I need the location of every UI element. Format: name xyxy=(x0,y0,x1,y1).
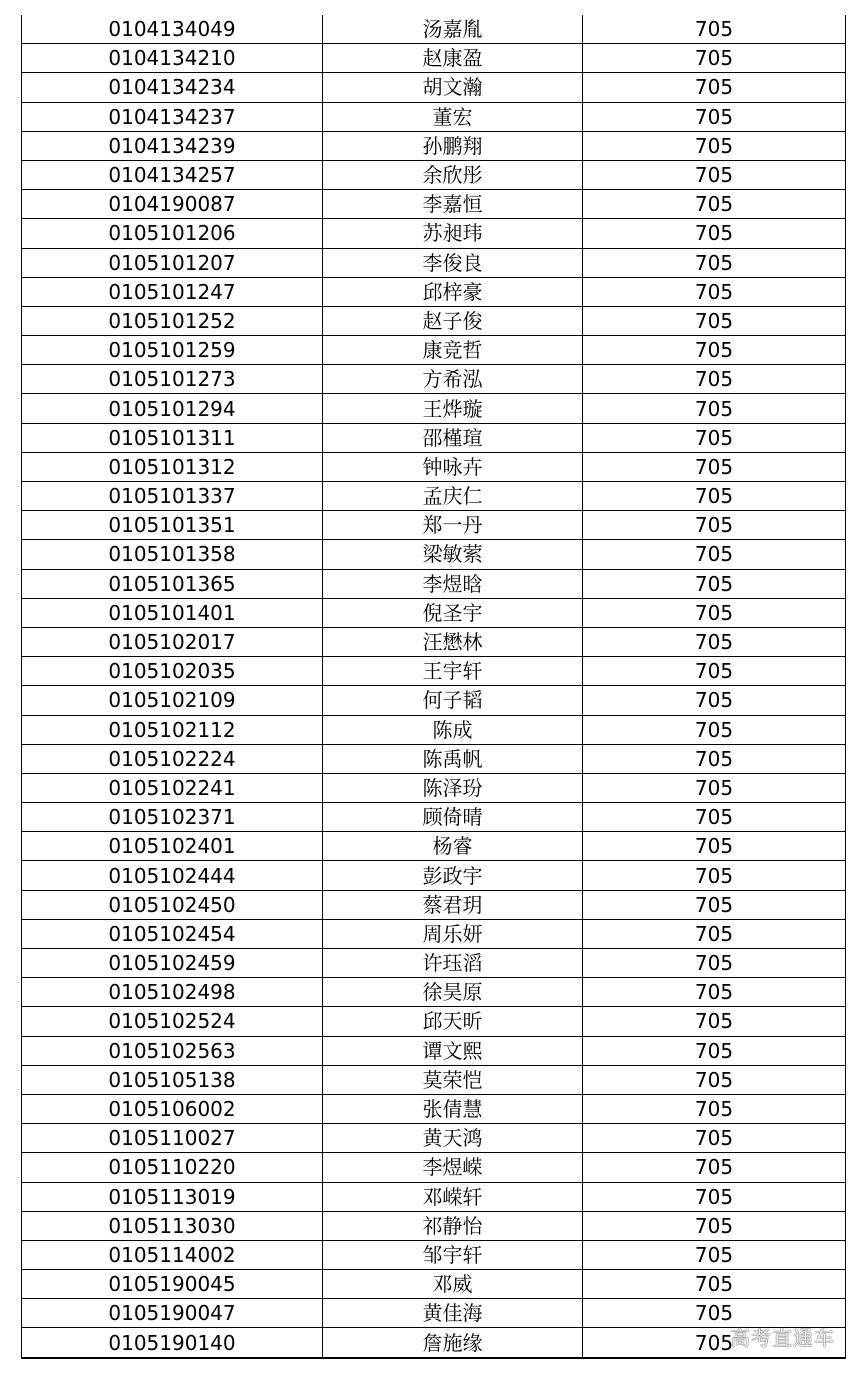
score-cell: 705 xyxy=(583,365,846,394)
score-cell: 705 xyxy=(583,949,846,978)
candidate-name-cell: 邵槿瑄 xyxy=(323,423,583,452)
table-row xyxy=(22,277,846,306)
score-cell: 705 xyxy=(583,44,846,73)
table-row xyxy=(22,1182,846,1211)
candidate-id-cell: 0105101259 xyxy=(22,336,323,365)
candidate-id-cell: 0105102017 xyxy=(22,627,323,656)
score-cell: 705 xyxy=(583,73,846,102)
candidate-name-cell: 余欣彤 xyxy=(323,160,583,189)
candidate-name-cell: 王烨璇 xyxy=(323,394,583,423)
score-table xyxy=(21,15,846,1359)
candidate-id-cell: 0105190047 xyxy=(22,1299,323,1328)
score-cell: 705 xyxy=(583,978,846,1007)
candidate-id-cell: 0105101206 xyxy=(22,219,323,248)
candidate-id-cell: 0105101273 xyxy=(22,365,323,394)
candidate-name-cell: 张倩慧 xyxy=(323,1094,583,1123)
score-cell: 705 xyxy=(583,423,846,452)
table-row xyxy=(22,803,846,832)
candidate-name-cell: 何子韬 xyxy=(323,686,583,715)
candidate-name-cell: 汤嘉胤 xyxy=(323,15,583,44)
table-row xyxy=(22,73,846,102)
score-cell: 705 xyxy=(583,482,846,511)
candidate-name-cell: 赵子俊 xyxy=(323,306,583,335)
candidate-id-cell: 0105110027 xyxy=(22,1124,323,1153)
score-cell: 705 xyxy=(583,1007,846,1036)
table-row xyxy=(22,1211,846,1240)
table-row xyxy=(22,861,846,890)
table-row xyxy=(22,160,846,189)
candidate-name-cell: 方希泓 xyxy=(323,365,583,394)
score-cell: 705 xyxy=(583,1094,846,1123)
candidate-id-cell: 0105101401 xyxy=(22,598,323,627)
score-cell: 705 xyxy=(583,890,846,919)
table-row xyxy=(22,1270,846,1299)
candidate-name-cell: 郑一丹 xyxy=(323,511,583,540)
candidate-id-cell: 0105113019 xyxy=(22,1182,323,1211)
score-cell: 705 xyxy=(583,861,846,890)
score-cell: 705 xyxy=(583,657,846,686)
candidate-name-cell: 徐昊原 xyxy=(323,978,583,1007)
candidate-id-cell: 0105113030 xyxy=(22,1211,323,1240)
table-row xyxy=(22,890,846,919)
candidate-id-cell: 0105102109 xyxy=(22,686,323,715)
candidate-id-cell: 0105101207 xyxy=(22,248,323,277)
table-row xyxy=(22,627,846,656)
candidate-name-cell: 莫荣恺 xyxy=(323,1065,583,1094)
table-body xyxy=(22,15,846,1358)
candidate-id-cell: 0105102401 xyxy=(22,832,323,861)
watermark: 高考直通车 xyxy=(730,1326,835,1350)
score-cell: 705 xyxy=(583,715,846,744)
candidate-id-cell: 0105101312 xyxy=(22,452,323,481)
score-cell: 705 xyxy=(583,277,846,306)
candidate-name-cell: 黄佳海 xyxy=(323,1299,583,1328)
candidate-id-cell: 0104190087 xyxy=(22,190,323,219)
candidate-name-cell: 周乐妍 xyxy=(323,919,583,948)
table-row xyxy=(22,306,846,335)
candidate-name-cell: 胡文瀚 xyxy=(323,73,583,102)
candidate-name-cell: 苏昶玮 xyxy=(323,219,583,248)
score-cell: 705 xyxy=(583,452,846,481)
candidate-name-cell: 孙鹏翔 xyxy=(323,131,583,160)
candidate-name-cell: 康竞哲 xyxy=(323,336,583,365)
candidate-name-cell: 赵康盈 xyxy=(323,44,583,73)
table-row xyxy=(22,657,846,686)
candidate-id-cell: 0105110220 xyxy=(22,1153,323,1182)
candidate-name-cell: 邱梓豪 xyxy=(323,277,583,306)
table-row xyxy=(22,744,846,773)
table-row xyxy=(22,1007,846,1036)
candidate-name-cell: 孟庆仁 xyxy=(323,482,583,511)
candidate-name-cell: 钟咏卉 xyxy=(323,452,583,481)
score-cell: 705 xyxy=(583,15,846,44)
candidate-name-cell: 邓嵘轩 xyxy=(323,1182,583,1211)
score-cell: 705 xyxy=(583,248,846,277)
candidate-name-cell: 彭政宇 xyxy=(323,861,583,890)
candidate-name-cell: 陈禹帆 xyxy=(323,744,583,773)
table-row xyxy=(22,102,846,131)
table-row xyxy=(22,190,846,219)
score-cell: 705 xyxy=(583,1124,846,1153)
candidate-id-cell: 0105101365 xyxy=(22,569,323,598)
score-cell: 705 xyxy=(583,744,846,773)
candidate-id-cell: 0105102371 xyxy=(22,803,323,832)
candidate-id-cell: 0104134239 xyxy=(22,131,323,160)
score-cell: 705 xyxy=(583,540,846,569)
candidate-name-cell: 陈成 xyxy=(323,715,583,744)
candidate-name-cell: 李俊良 xyxy=(323,248,583,277)
score-cell: 705 xyxy=(583,1270,846,1299)
candidate-id-cell: 0105101311 xyxy=(22,423,323,452)
table-row xyxy=(22,715,846,744)
table-row xyxy=(22,686,846,715)
candidate-id-cell: 0105102444 xyxy=(22,861,323,890)
score-cell: 705 xyxy=(583,394,846,423)
candidate-name-cell: 陈泽玢 xyxy=(323,773,583,802)
candidate-id-cell: 0105102454 xyxy=(22,919,323,948)
score-cell: 705 xyxy=(583,832,846,861)
score-cell: 705 xyxy=(583,686,846,715)
table-row xyxy=(22,482,846,511)
table-row xyxy=(22,773,846,802)
candidate-id-cell: 0104134234 xyxy=(22,73,323,102)
score-cell: 705 xyxy=(583,803,846,832)
candidate-id-cell: 0104134210 xyxy=(22,44,323,73)
score-cell: 705 xyxy=(583,219,846,248)
candidate-name-cell: 李嘉恒 xyxy=(323,190,583,219)
table-row xyxy=(22,569,846,598)
table-row xyxy=(22,919,846,948)
score-cell: 705 xyxy=(583,306,846,335)
table-row xyxy=(22,1065,846,1094)
table-row xyxy=(22,949,846,978)
score-cell: 705 xyxy=(583,160,846,189)
candidate-id-cell: 0105102524 xyxy=(22,1007,323,1036)
candidate-id-cell: 0104134257 xyxy=(22,160,323,189)
table-row xyxy=(22,832,846,861)
candidate-id-cell: 0105102450 xyxy=(22,890,323,919)
score-cell: 705 xyxy=(583,190,846,219)
table-row xyxy=(22,452,846,481)
candidate-name-cell: 李煜晗 xyxy=(323,569,583,598)
candidate-id-cell: 0105190045 xyxy=(22,1270,323,1299)
candidate-id-cell: 0105105138 xyxy=(22,1065,323,1094)
candidate-id-cell: 0105102224 xyxy=(22,744,323,773)
candidate-name-cell: 汪懋林 xyxy=(323,627,583,656)
candidate-name-cell: 邓威 xyxy=(323,1270,583,1299)
score-cell: 705 xyxy=(583,627,846,656)
table-row xyxy=(22,540,846,569)
table-row xyxy=(22,44,846,73)
candidate-id-cell: 0105102035 xyxy=(22,657,323,686)
score-cell: 705 xyxy=(583,1182,846,1211)
table-row xyxy=(22,423,846,452)
candidate-id-cell: 0105101337 xyxy=(22,482,323,511)
candidate-name-cell: 祁静怡 xyxy=(323,1211,583,1240)
table-row xyxy=(22,598,846,627)
candidate-name-cell: 许珏滔 xyxy=(323,949,583,978)
table-row xyxy=(22,394,846,423)
score-cell: 705 xyxy=(583,1036,846,1065)
candidate-name-cell: 黄天鸿 xyxy=(323,1124,583,1153)
table-row xyxy=(22,131,846,160)
candidate-id-cell: 0105102459 xyxy=(22,949,323,978)
candidate-id-cell: 0104134237 xyxy=(22,102,323,131)
candidate-id-cell: 0104134049 xyxy=(22,15,323,44)
score-cell: 705 xyxy=(583,1299,846,1328)
candidate-id-cell: 0105101252 xyxy=(22,306,323,335)
candidate-name-cell: 蔡君玥 xyxy=(323,890,583,919)
score-cell: 705 xyxy=(583,919,846,948)
score-cell: 705 xyxy=(583,102,846,131)
candidate-name-cell: 詹施缘 xyxy=(323,1328,583,1358)
table-row xyxy=(22,365,846,394)
score-cell: 705 xyxy=(583,1065,846,1094)
candidate-id-cell: 0105102241 xyxy=(22,773,323,802)
candidate-name-cell: 董宏 xyxy=(323,102,583,131)
score-cell: 705 xyxy=(583,773,846,802)
score-cell: 705 xyxy=(583,336,846,365)
candidate-id-cell: 0105101351 xyxy=(22,511,323,540)
table-row xyxy=(22,978,846,1007)
candidate-id-cell: 0105101358 xyxy=(22,540,323,569)
score-cell: 705 xyxy=(583,598,846,627)
candidate-id-cell: 0105102563 xyxy=(22,1036,323,1065)
candidate-id-cell: 0105102498 xyxy=(22,978,323,1007)
table-row xyxy=(22,248,846,277)
candidate-id-cell: 0105101294 xyxy=(22,394,323,423)
candidate-name-cell: 王宇轩 xyxy=(323,657,583,686)
score-cell: 705 xyxy=(583,1240,846,1269)
table-row xyxy=(22,1240,846,1269)
candidate-id-cell: 0105106002 xyxy=(22,1094,323,1123)
candidate-name-cell: 李煜嵘 xyxy=(323,1153,583,1182)
candidate-id-cell: 0105101247 xyxy=(22,277,323,306)
candidate-id-cell: 0105190140 xyxy=(22,1328,323,1358)
score-cell: 705 xyxy=(583,511,846,540)
candidate-name-cell: 倪圣宇 xyxy=(323,598,583,627)
table-row xyxy=(22,219,846,248)
table-row xyxy=(22,1153,846,1182)
score-cell: 705 xyxy=(583,131,846,160)
score-cell: 705 xyxy=(583,1211,846,1240)
table-row xyxy=(22,15,846,44)
table-row xyxy=(22,1124,846,1153)
candidate-name-cell: 顾倚晴 xyxy=(323,803,583,832)
candidate-name-cell: 邱天昕 xyxy=(323,1007,583,1036)
candidate-id-cell: 0105102112 xyxy=(22,715,323,744)
table-row xyxy=(22,511,846,540)
table-row xyxy=(22,336,846,365)
candidate-id-cell: 0105114002 xyxy=(22,1240,323,1269)
score-cell: 705 xyxy=(583,569,846,598)
table-row xyxy=(22,1328,846,1358)
table-row xyxy=(22,1299,846,1328)
candidate-name-cell: 杨睿 xyxy=(323,832,583,861)
table-row xyxy=(22,1036,846,1065)
score-cell: 705 xyxy=(583,1328,846,1358)
candidate-name-cell: 谭文熙 xyxy=(323,1036,583,1065)
score-cell: 705 xyxy=(583,1153,846,1182)
candidate-name-cell: 邹宇轩 xyxy=(323,1240,583,1269)
table-row xyxy=(22,1094,846,1123)
candidate-name-cell: 梁敏萦 xyxy=(323,540,583,569)
